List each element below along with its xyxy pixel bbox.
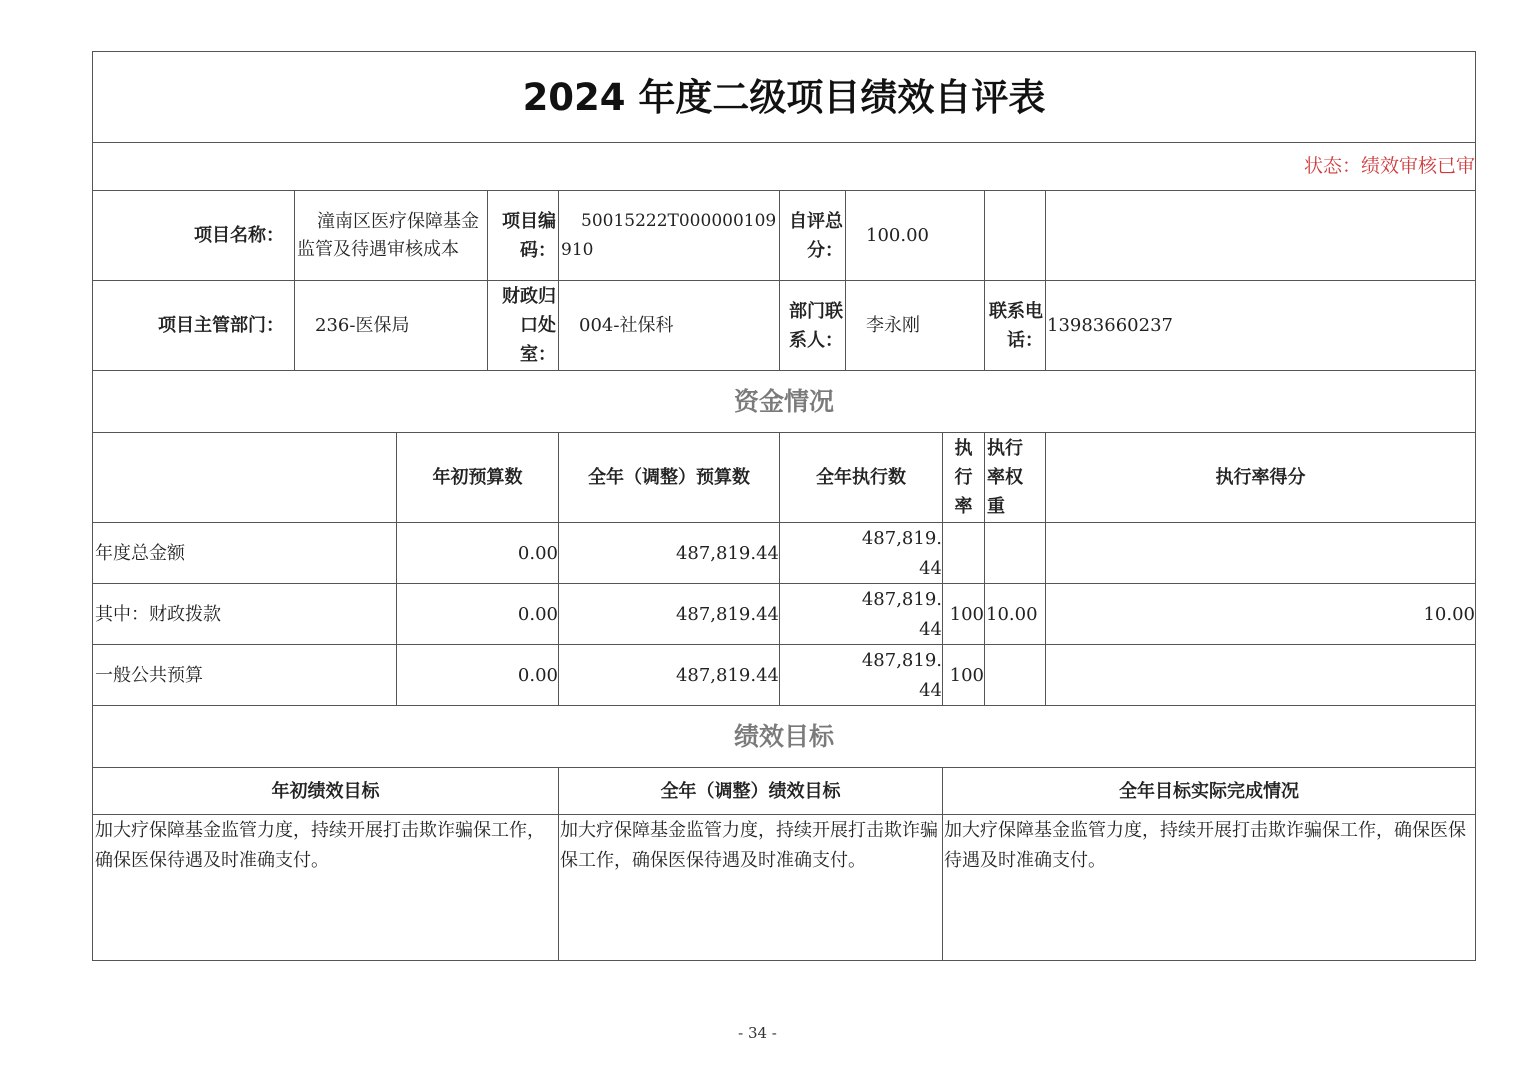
header-rate-score: 执行率得分	[1215, 467, 1306, 488]
score-value: 100.00	[866, 225, 929, 246]
header-rate: 执行率	[954, 438, 973, 517]
header-initial-goal: 年初绩效目标	[271, 780, 380, 802]
row-score	[1046, 523, 1475, 583]
row-rate	[943, 523, 984, 583]
row-adjusted: 487,819.44	[675, 664, 779, 686]
contact-label: 部门联系人：	[789, 300, 843, 351]
header-initial-budget: 年初预算数	[432, 467, 523, 488]
header-weight: 执行率权重	[987, 438, 1023, 517]
row-rate: 100	[949, 603, 984, 625]
row-weight	[985, 523, 1045, 583]
evaluation-table	[92, 51, 1476, 961]
finance-office-value: 004-社保科	[579, 315, 674, 336]
project-code-label: 项目编码：	[502, 210, 556, 261]
header-executed: 全年执行数	[816, 467, 906, 488]
row-label: 其中：财政拨款	[95, 603, 221, 625]
page-number: - 34 -	[738, 1024, 777, 1042]
row-rate: 100	[949, 664, 984, 686]
header-adjusted-budget: 全年（调整）预算数	[588, 467, 750, 488]
dept-label: 项目主管部门：	[158, 315, 284, 336]
row-initial: 0.00	[517, 603, 558, 625]
row-executed: 487,819.44	[861, 650, 942, 701]
initial-goal-text: 加大疗保障基金监管力度，持续开展打击欺诈骗保工作，确保医保待遇及时准确支付。	[95, 820, 545, 871]
row-score: 10.00	[1423, 603, 1475, 625]
funds-section-title: 资金情况	[733, 387, 834, 416]
row-executed: 487,819.44	[861, 528, 942, 579]
row-weight	[985, 645, 1045, 705]
row-score	[1046, 645, 1475, 705]
contact-value: 李永刚	[866, 315, 920, 336]
header-adjusted-goal: 全年（调整）绩效目标	[660, 780, 841, 802]
row-label: 一般公共预算	[95, 664, 203, 686]
phone-label: 联系电话：	[989, 300, 1043, 351]
project-name-label: 项目名称：	[194, 225, 284, 246]
finance-office-label: 财政归口处室：	[502, 286, 556, 365]
score-label: 自评总分：	[789, 210, 843, 261]
row-label: 年度总金额	[95, 542, 185, 564]
row-executed: 487,819.44	[861, 589, 942, 640]
header-actual-completion: 全年目标实际完成情况	[1119, 780, 1299, 802]
status-badge: 状态：绩效审核已审	[1303, 155, 1475, 177]
row-adjusted: 487,819.44	[675, 542, 779, 564]
dept-value: 236-医保局	[315, 315, 410, 336]
row-weight: 10.00	[986, 603, 1038, 625]
project-code-value: 50015222T000000109910	[561, 210, 777, 260]
actual-completion-text: 加大疗保障基金监管力度，持续开展打击欺诈骗保工作，确保医保待遇及时准确支付。	[944, 820, 1466, 871]
goals-section-title: 绩效目标	[733, 722, 834, 751]
adjusted-goal-text: 加大疗保障基金监管力度，持续开展打击欺诈骗保工作，确保医保待遇及时准确支付。	[560, 820, 938, 871]
row-initial: 0.00	[517, 542, 558, 564]
page-title: 2024 年度二级项目绩效自评表	[522, 75, 1046, 119]
row-adjusted: 487,819.44	[675, 603, 779, 625]
row-initial: 0.00	[517, 664, 558, 686]
phone-value: 13983660237	[1047, 315, 1173, 336]
project-name-value: 潼南区医疗保障基金监管及待遇审核成本	[297, 210, 479, 260]
